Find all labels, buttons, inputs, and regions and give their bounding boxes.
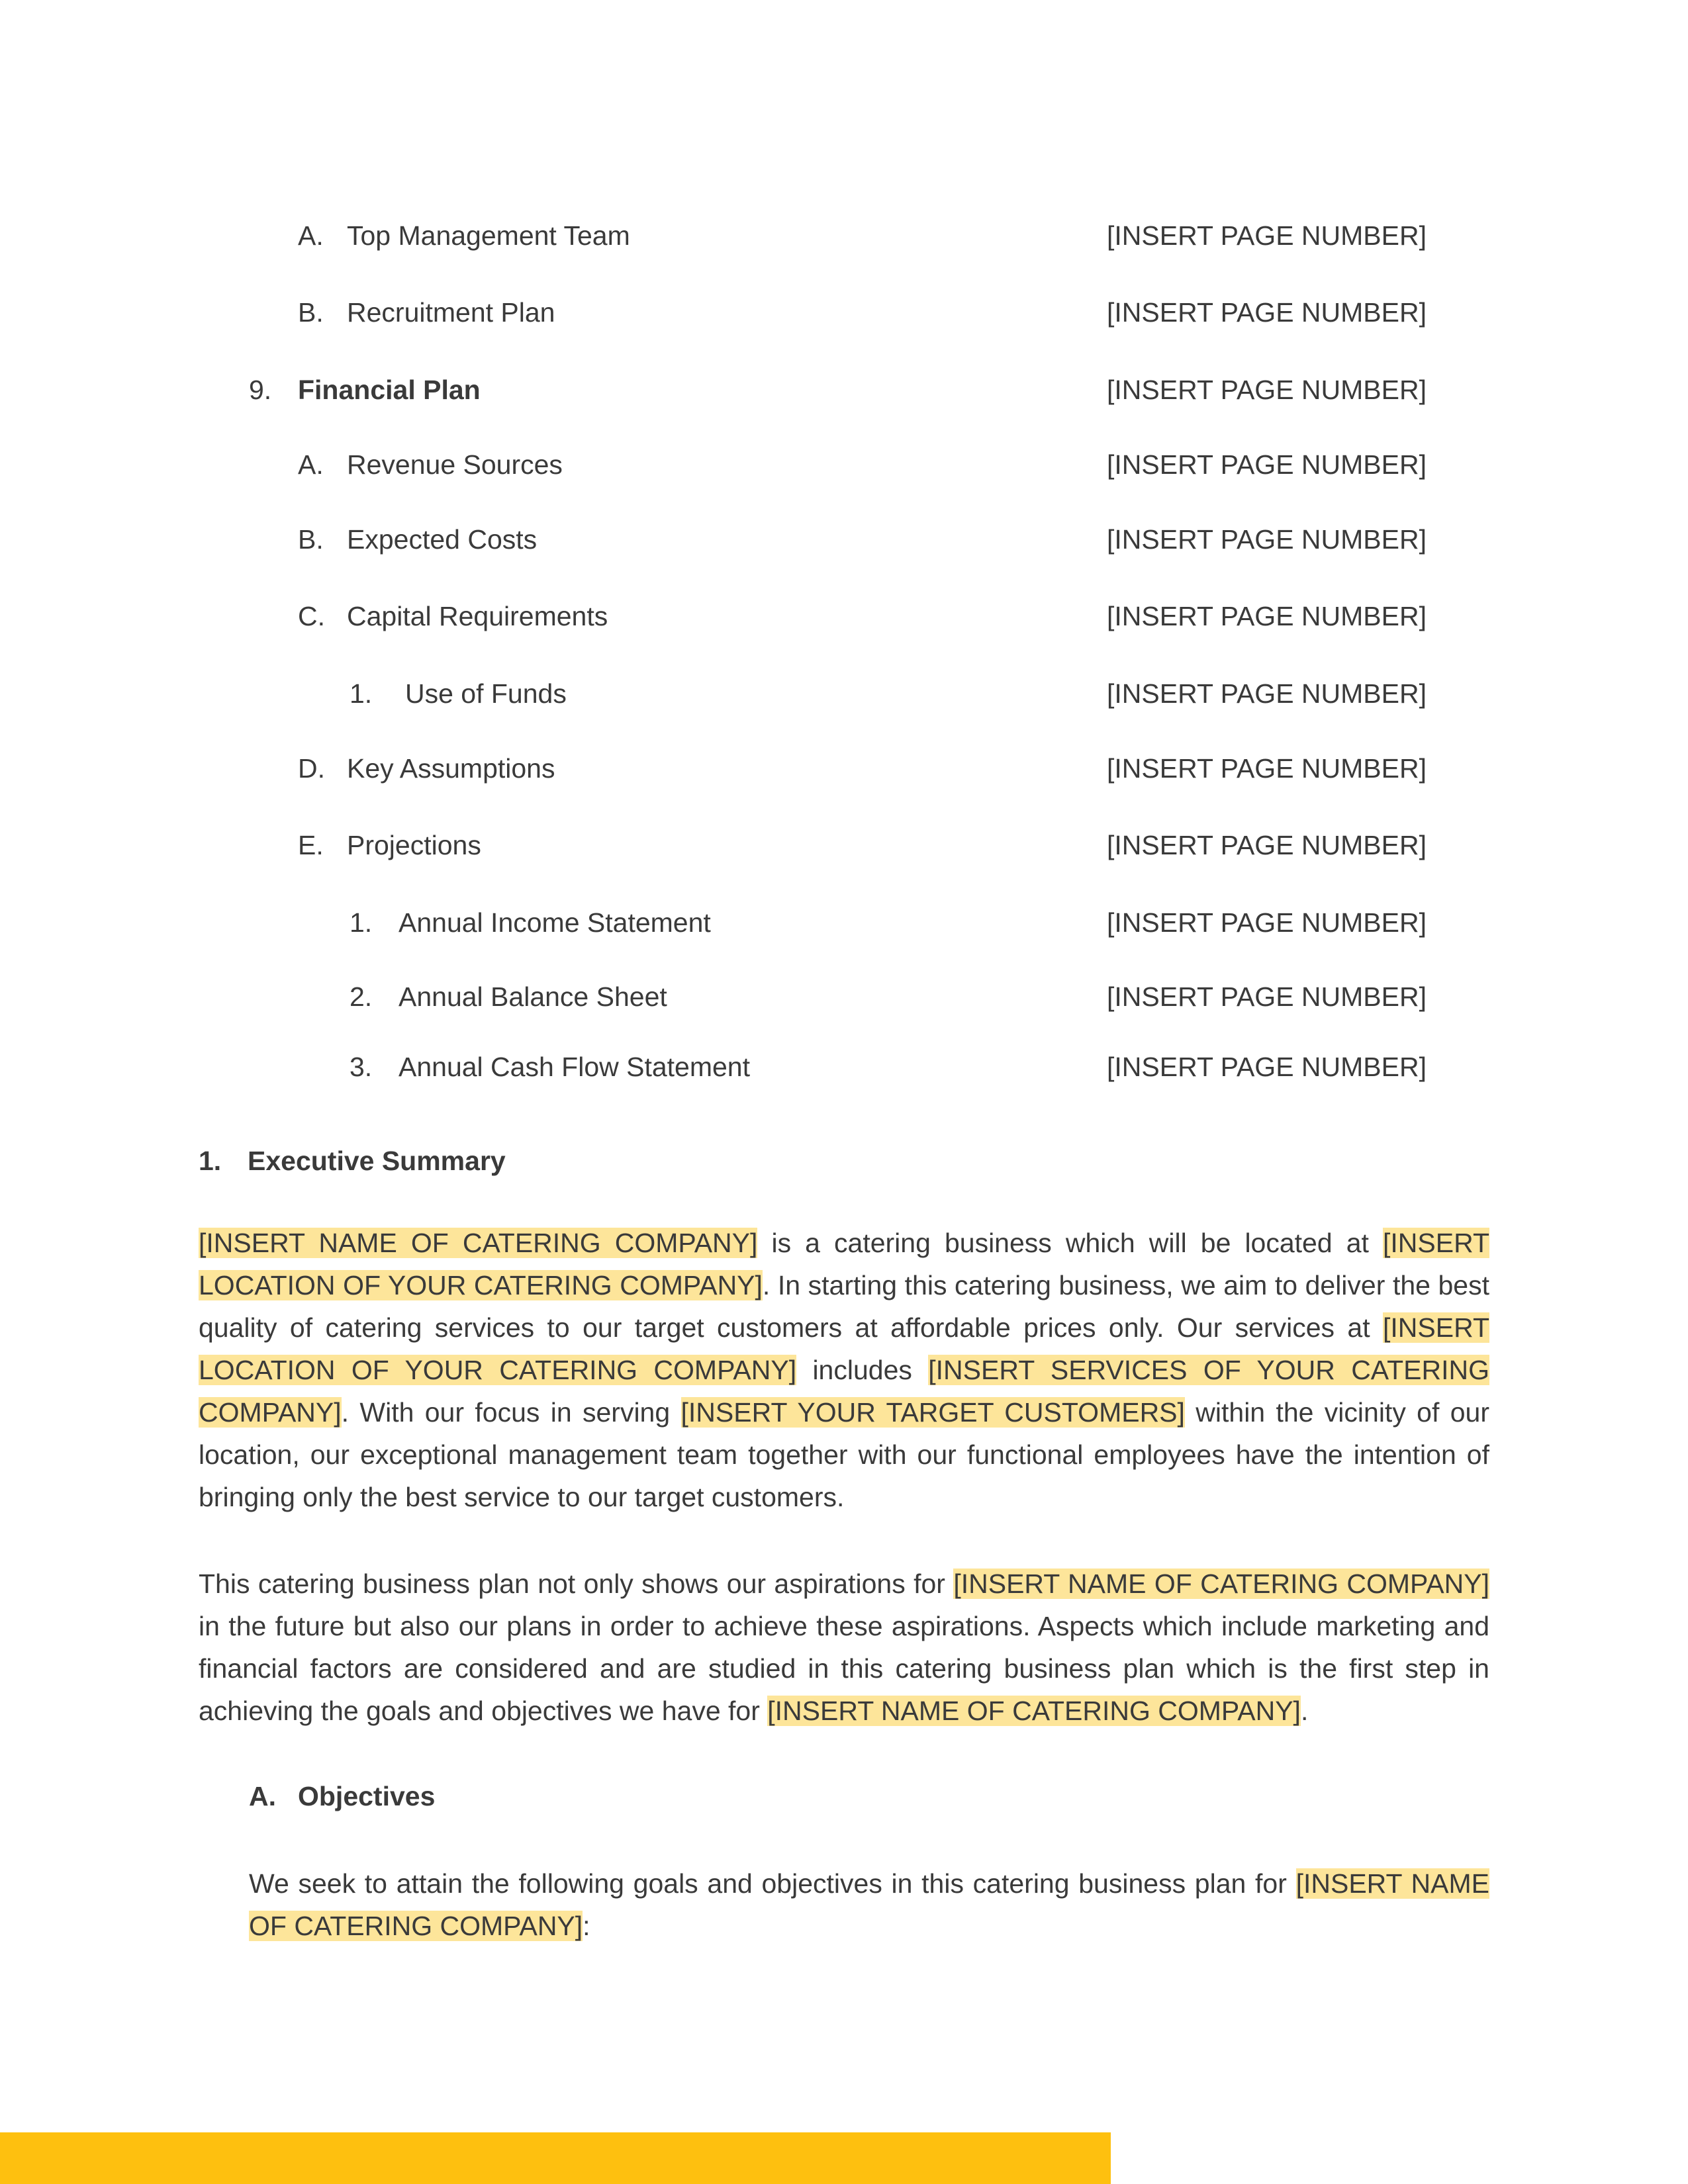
toc-entry (0, 1047, 1688, 1087)
placeholder-company-location: [INSERT LOCATION OF YOUR CATERING COMPANY] (199, 1312, 1489, 1385)
placeholder-company-name: [INSERT NAME OF CATERING COMPANY] (249, 1868, 1490, 1941)
body-text: . In starting this catering business, we aim to deliver the best quality of catering services to our target customers at affordable prices only. Our services at (199, 1270, 1489, 1343)
toc-label: Projections (347, 830, 481, 860)
toc-number: 1. (350, 678, 373, 709)
toc-page-number: [INSERT PAGE NUMBER] (1107, 753, 1427, 784)
toc-label: Use of Funds (405, 678, 567, 709)
toc-entry (0, 825, 1688, 865)
toc-label: Revenue Sources (347, 449, 563, 480)
toc-number: A. (298, 220, 324, 251)
toc-label: Financial Plan (298, 375, 481, 405)
toc-number: B. (298, 524, 324, 555)
footer-accent-bar (0, 2132, 1111, 2184)
placeholder-company-name: [INSERT NAME OF CATERING COMPANY] (953, 1569, 1489, 1599)
toc-entry (0, 749, 1688, 788)
subsection-heading-objectives (249, 1776, 845, 1816)
objectives-paragraph (249, 1862, 1489, 1947)
body-text: This catering business plan not only shows our aspirations for (199, 1569, 954, 1599)
body-text: . With our focus in serving (341, 1397, 681, 1428)
toc-page-number: [INSERT PAGE NUMBER] (1107, 678, 1427, 709)
executive-summary-paragraph-2 (199, 1563, 1489, 1732)
toc-entry (0, 216, 1688, 255)
body-text: We seek to attain the following goals and objectives in this catering business plan for (249, 1868, 1296, 1899)
toc-number: D. (298, 753, 325, 784)
toc-label: Annual Cash Flow Statement (399, 1052, 750, 1082)
toc-page-number: [INSERT PAGE NUMBER] (1107, 907, 1427, 938)
toc-page-number: [INSERT PAGE NUMBER] (1107, 981, 1427, 1012)
toc-number: E. (298, 830, 324, 860)
toc-page-number: [INSERT PAGE NUMBER] (1107, 1052, 1427, 1082)
toc-page-number: [INSERT PAGE NUMBER] (1107, 524, 1427, 555)
toc-label: Annual Balance Sheet (399, 981, 667, 1012)
subsection-letter: A. (249, 1781, 276, 1811)
subsection-title: Objectives (298, 1781, 436, 1811)
section-title: Executive Summary (248, 1146, 506, 1176)
body-text: in the future but also our plans in order to achieve these aspirations. Aspects which include marketing and financial factors are considered and are studied in this catering business plan which is the first step in achieving the goals and objectives we have for (199, 1611, 1489, 1726)
toc-page-number: [INSERT PAGE NUMBER] (1107, 220, 1427, 251)
toc-page-number: [INSERT PAGE NUMBER] (1107, 830, 1427, 860)
section-heading-executive-summary (199, 1141, 794, 1181)
placeholder-company-location: [INSERT LOCATION OF YOUR CATERING COMPANY] (199, 1228, 1489, 1300)
toc-label: Recruitment Plan (347, 297, 555, 328)
toc-entry (0, 293, 1688, 332)
toc-label: Top Management Team (347, 220, 630, 251)
toc-entry (0, 445, 1688, 484)
placeholder-company-name: [INSERT NAME OF CATERING COMPANY] (199, 1228, 758, 1258)
body-text: within the vicinity of our location, our exceptional management team together with our functional employees have the intention of bringing only the best service to our target customers. (199, 1397, 1489, 1512)
toc-label: Annual Income Statement (399, 907, 711, 938)
placeholder-company-name: [INSERT NAME OF CATERING COMPANY] (767, 1696, 1301, 1726)
body-text: : (583, 1911, 590, 1941)
body-text: . (1300, 1696, 1309, 1726)
executive-summary-paragraph-1 (199, 1222, 1489, 1518)
toc-entry (0, 903, 1688, 942)
toc-page-number: [INSERT PAGE NUMBER] (1107, 375, 1427, 405)
placeholder-target-customers: [INSERT YOUR TARGET CUSTOMERS] (680, 1397, 1185, 1428)
placeholder-company-services: [INSERT SERVICES OF YOUR CATERING COMPANY] (199, 1355, 1489, 1428)
toc-entry (0, 674, 1688, 713)
toc-label: Key Assumptions (347, 753, 555, 784)
toc-page-number: [INSERT PAGE NUMBER] (1107, 601, 1427, 631)
body-text: is a catering business which will be located at (757, 1228, 1383, 1258)
toc-label: Capital Requirements (347, 601, 608, 631)
toc-number: 2. (350, 981, 373, 1012)
toc-number: B. (298, 297, 324, 328)
toc-label: Expected Costs (347, 524, 538, 555)
toc-entry (0, 370, 1688, 410)
toc-number: C. (298, 601, 325, 631)
toc-entry (0, 977, 1688, 1017)
toc-number: A. (298, 449, 324, 480)
section-number: 1. (199, 1146, 222, 1176)
toc-number: 3. (350, 1052, 373, 1082)
toc-page-number: [INSERT PAGE NUMBER] (1107, 449, 1427, 480)
toc-page-number: [INSERT PAGE NUMBER] (1107, 297, 1427, 328)
body-text: includes (796, 1355, 929, 1385)
toc-entry (0, 596, 1688, 636)
toc-number: 1. (350, 907, 373, 938)
toc-number: 9. (249, 375, 272, 405)
toc-entry (0, 520, 1688, 559)
